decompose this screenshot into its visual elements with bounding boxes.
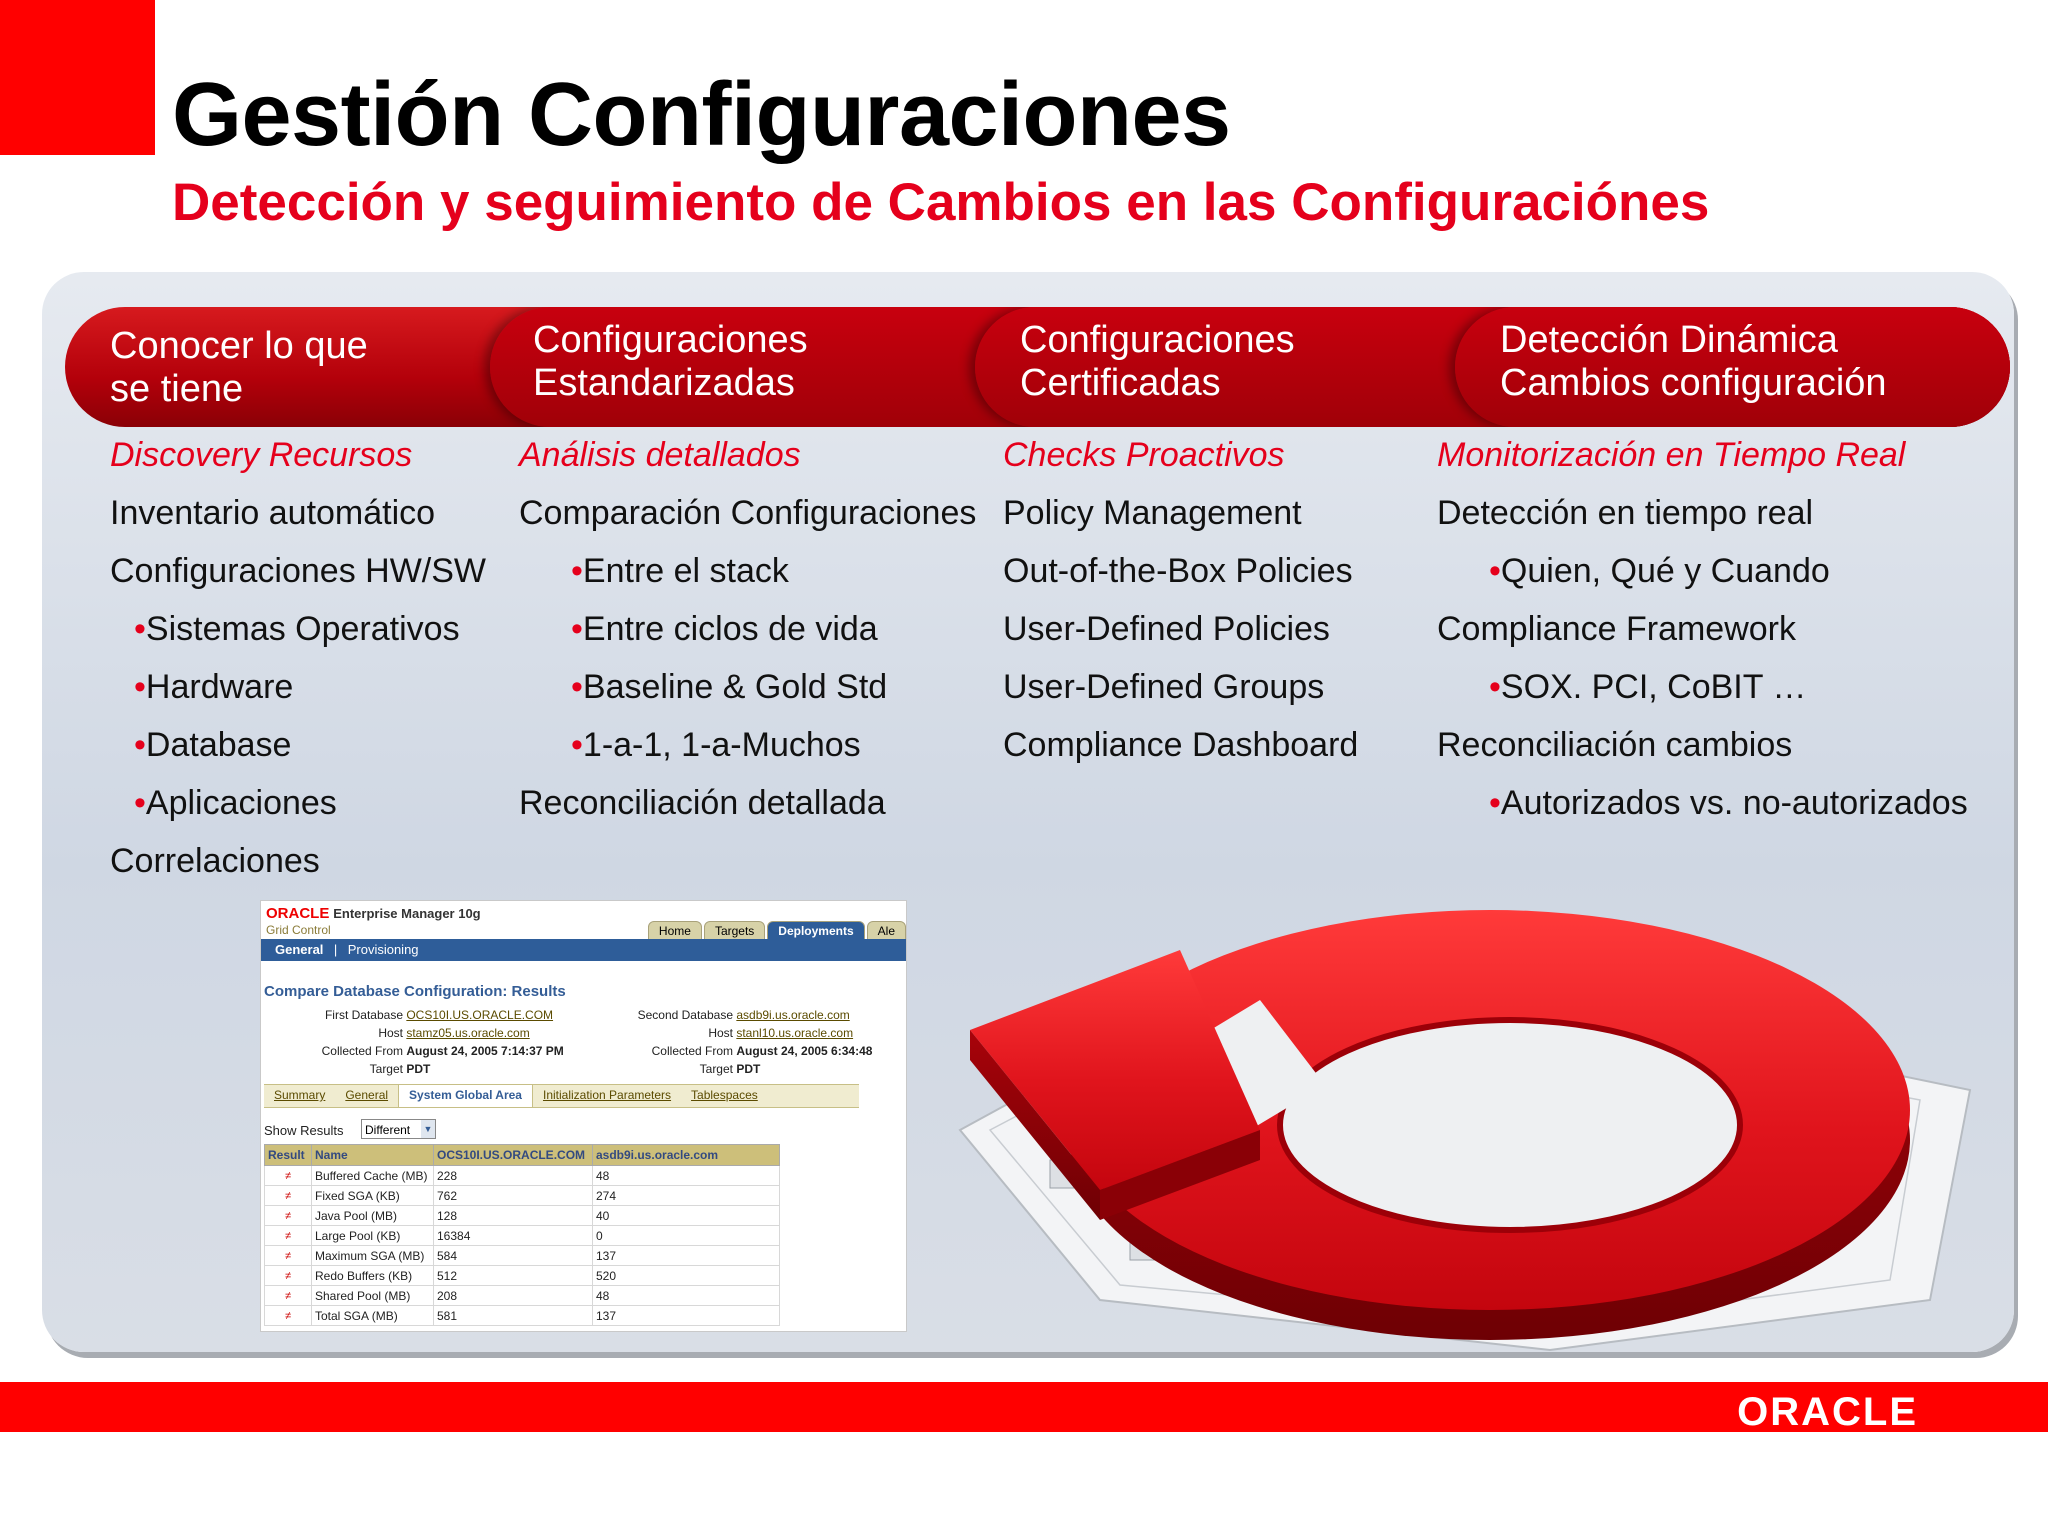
table-cell: Maximum SGA (MB) xyxy=(312,1246,434,1266)
em-page-heading: Compare Database Configuration: Results xyxy=(264,983,566,1000)
band-label-3 xyxy=(1020,319,1295,405)
em-second-target-value: PDT xyxy=(736,1062,761,1076)
em-subtab-summary[interactable]: Summary xyxy=(274,1088,326,1102)
chevron-down-icon: ▼ xyxy=(421,1120,435,1138)
diff-icon: ≠ xyxy=(265,1166,312,1186)
em-second-collected-value: August 24, 2005 6:34:48 xyxy=(736,1044,873,1058)
em-oracle-logo: ORACLE xyxy=(266,905,330,922)
column-3-heading: Checks Proactivos xyxy=(1003,436,1285,474)
em-second-target-label: Target xyxy=(699,1062,733,1076)
em-subtab-sga[interactable]: System Global Area xyxy=(398,1085,533,1107)
column-4-bullet: •Quien, Qué y Cuando xyxy=(1489,552,1830,590)
em-header xyxy=(266,905,481,922)
em-tab-alerts[interactable]: Ale xyxy=(867,921,906,941)
em-first-db-label: First Database xyxy=(324,1008,403,1022)
column-3-line: Out-of-the-Box Policies xyxy=(1003,552,1353,590)
column-2-line: Reconciliación detallada xyxy=(519,784,886,822)
em-product-name: Enterprise Manager 10g xyxy=(333,906,481,921)
column-1-bullet: •Aplicaciones xyxy=(134,784,337,822)
em-grid-control-label: Grid Control xyxy=(266,923,331,937)
table-cell: Shared Pool (MB) xyxy=(312,1286,434,1306)
diff-icon: ≠ xyxy=(265,1266,312,1286)
column-2-bullet: •Entre el stack xyxy=(571,552,789,590)
table-row xyxy=(265,1246,780,1266)
table-cell: Total SGA (MB) xyxy=(312,1306,434,1326)
diff-icon: ≠ xyxy=(265,1226,312,1246)
table-cell: 274 xyxy=(593,1186,780,1206)
column-2-bullet: •1-a-1, 1-a-Muchos xyxy=(571,726,861,764)
table-cell: 228 xyxy=(434,1166,593,1186)
em-screenshot xyxy=(260,900,907,1332)
table-row xyxy=(265,1186,780,1206)
band-label-4-line1: Detección Dinámica xyxy=(1500,319,1838,361)
em-subtab-tablespaces[interactable]: Tablespaces xyxy=(691,1088,758,1102)
table-cell: Buffered Cache (MB) xyxy=(312,1166,434,1186)
diff-icon: ≠ xyxy=(265,1206,312,1226)
diff-icon: ≠ xyxy=(265,1246,312,1266)
em-tabs xyxy=(646,921,906,941)
table-header-name: Name xyxy=(312,1145,434,1166)
em-second-db-link[interactable]: asdb9i.us.oracle.com xyxy=(736,1008,850,1022)
column-4-line: Reconciliación cambios xyxy=(1437,726,1793,764)
table-header-result: Result xyxy=(265,1145,312,1166)
column-2-line: Comparación Configuraciones xyxy=(519,494,977,532)
table-cell: 137 xyxy=(593,1306,780,1326)
band-label-2-line2: Estandarizadas xyxy=(533,362,795,404)
band-label-4 xyxy=(1500,319,1887,405)
column-4-heading: Monitorización en Tiempo Real xyxy=(1437,436,1906,474)
table-header-first-db: OCS10I.US.ORACLE.COM xyxy=(434,1145,593,1166)
table-cell: 208 xyxy=(434,1286,593,1306)
table-cell: 48 xyxy=(593,1166,780,1186)
band-label-3-line2: Certificadas xyxy=(1020,362,1221,404)
table-header-second-db: asdb9i.us.oracle.com xyxy=(593,1145,780,1166)
band-label-1-line1: Conocer lo que xyxy=(110,325,368,367)
em-second-collected-label: Collected From xyxy=(651,1044,733,1058)
em-first-host-link[interactable]: stamz05.us.oracle.com xyxy=(406,1026,530,1040)
column-3-line: Policy Management xyxy=(1003,494,1302,532)
diff-icon: ≠ xyxy=(265,1306,312,1326)
band-label-4-line2: Cambios configuración xyxy=(1500,362,1887,404)
slide-subtitle: Detección y seguimiento de Cambios en las Configuraciónes xyxy=(172,173,1710,232)
band-label-3-line1: Configuraciones xyxy=(1020,319,1295,361)
em-show-results-select[interactable] xyxy=(361,1119,436,1139)
column-4-line: Detección en tiempo real xyxy=(1437,494,1814,532)
em-subtabs xyxy=(264,1084,859,1108)
em-first-collected-label: Collected From xyxy=(321,1044,403,1058)
em-nav-separator: | xyxy=(333,942,338,957)
table-row xyxy=(265,1286,780,1306)
em-show-results-label: Show Results xyxy=(264,1123,344,1138)
column-1-bullet: •Database xyxy=(134,726,292,764)
table-cell: Redo Buffers (KB) xyxy=(312,1266,434,1286)
table-cell: Large Pool (KB) xyxy=(312,1226,434,1246)
change-cycle-illustration xyxy=(930,830,2048,1370)
column-1-bullet: •Hardware xyxy=(134,668,294,706)
em-second-db-info xyxy=(621,1006,872,1078)
table-row xyxy=(265,1226,780,1246)
em-show-results-value: Different xyxy=(365,1123,411,1137)
table-cell: 137 xyxy=(593,1246,780,1266)
table-cell: 520 xyxy=(593,1266,780,1286)
table-row xyxy=(265,1306,780,1326)
column-1-bullet: •Sistemas Operativos xyxy=(134,610,460,648)
em-tab-targets[interactable]: Targets xyxy=(704,921,765,941)
column-4-bullet: •Autorizados vs. no-autorizados xyxy=(1489,784,1968,822)
table-cell: 0 xyxy=(593,1226,780,1246)
oracle-logo: ORACLE xyxy=(1737,1390,1918,1434)
column-1 xyxy=(110,432,486,896)
column-3-line: User-Defined Policies xyxy=(1003,610,1330,648)
band-label-2-line1: Configuraciones xyxy=(533,319,808,361)
em-first-target-value: PDT xyxy=(406,1062,431,1076)
table-cell: 48 xyxy=(593,1286,780,1306)
em-first-db-info xyxy=(271,1006,564,1078)
em-second-db-label: Second Database xyxy=(637,1008,733,1022)
column-1-line: Correlaciones xyxy=(110,842,320,880)
table-row xyxy=(265,1266,780,1286)
table-cell: Fixed SGA (KB) xyxy=(312,1186,434,1206)
brand-corner-square xyxy=(0,0,155,155)
column-4-line: Compliance Framework xyxy=(1437,610,1796,648)
em-nav-general[interactable]: General xyxy=(275,942,324,957)
table-cell: Java Pool (MB) xyxy=(312,1206,434,1226)
column-2-bullet: •Entre ciclos de vida xyxy=(571,610,878,648)
band-label-1-line2: se tiene xyxy=(110,368,244,410)
diff-icon: ≠ xyxy=(265,1286,312,1306)
diff-icon: ≠ xyxy=(265,1186,312,1206)
column-2-heading: Análisis detallados xyxy=(519,436,801,474)
em-first-db-link[interactable]: OCS10I.US.ORACLE.COM xyxy=(406,1008,554,1022)
table-cell: 584 xyxy=(434,1246,593,1266)
table-cell: 581 xyxy=(434,1306,593,1326)
slide-title: Gestión Configuraciones xyxy=(172,65,1231,165)
column-2 xyxy=(519,432,976,838)
column-2-bullet: •Baseline & Gold Std xyxy=(571,668,888,706)
column-3-line: User-Defined Groups xyxy=(1003,668,1325,706)
table-cell: 512 xyxy=(434,1266,593,1286)
em-tab-home[interactable]: Home xyxy=(648,921,702,941)
column-3 xyxy=(1003,432,1358,780)
table-cell: 40 xyxy=(593,1206,780,1226)
em-nav-provisioning[interactable]: Provisioning xyxy=(347,942,419,957)
em-first-collected-value: August 24, 2005 7:14:37 PM xyxy=(406,1044,564,1058)
em-first-host-label: Host xyxy=(378,1026,403,1040)
column-4 xyxy=(1437,432,1968,838)
column-1-line: Inventario automático xyxy=(110,494,436,532)
em-second-host-link[interactable]: stanl10.us.oracle.com xyxy=(736,1026,854,1040)
band-label-1 xyxy=(110,325,368,411)
table-cell: 16384 xyxy=(434,1226,593,1246)
column-1-line: Configuraciones HW/SW xyxy=(110,552,487,590)
em-tab-deployments[interactable]: Deployments xyxy=(767,921,864,941)
em-nav-bar xyxy=(261,939,906,961)
em-results-table xyxy=(264,1144,780,1326)
em-first-target-label: Target xyxy=(369,1062,403,1076)
em-subtab-general[interactable]: General xyxy=(345,1088,389,1102)
em-second-host-label: Host xyxy=(708,1026,733,1040)
em-subtab-init-params[interactable]: Initialization Parameters xyxy=(542,1088,672,1102)
table-cell: 128 xyxy=(434,1206,593,1226)
column-3-line: Compliance Dashboard xyxy=(1003,726,1359,764)
table-cell: 762 xyxy=(434,1186,593,1206)
band-label-2 xyxy=(533,319,808,405)
stage-band xyxy=(65,307,2010,427)
column-1-heading: Discovery Recursos xyxy=(110,436,413,474)
em-table-body xyxy=(265,1166,780,1326)
column-4-bullet: •SOX. PCI, CoBIT … xyxy=(1489,668,1807,706)
table-row xyxy=(265,1206,780,1226)
table-row xyxy=(265,1166,780,1186)
